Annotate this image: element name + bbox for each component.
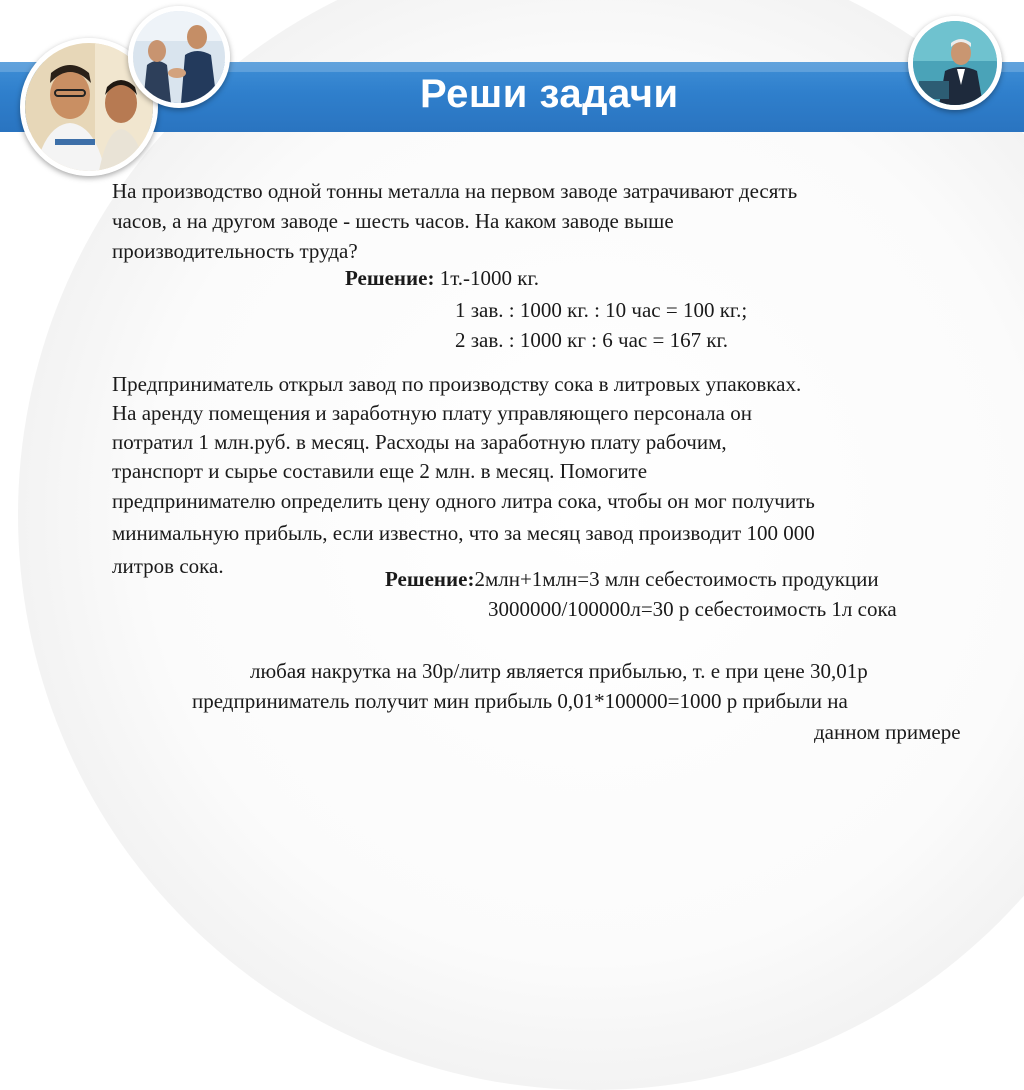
task1-solution-line-2: 1 зав. : 1000 кг. : 10 час = 100 кг.; bbox=[455, 298, 748, 322]
task1-solution-label: Решение: bbox=[345, 266, 435, 290]
task1-line-3: производительность труда? bbox=[112, 239, 358, 263]
task2-solution-line-1: 2млн+1млн=3 млн себестоимость продукции bbox=[474, 567, 879, 591]
task1-line-2: часов, а на другом заводе - шесть часов. На каком заводе выше bbox=[112, 209, 674, 233]
task1-solution-line-3: 2 зав. : 1000 кг : 6 час = 167 кг. bbox=[455, 328, 729, 352]
task2-solution-label: Решение: bbox=[385, 567, 475, 591]
task1-line-1: На производство одной тонны металла на первом заводе затрачивают десять bbox=[112, 179, 798, 203]
task2-line-6: минимальную прибыль, если известно, что за месяц завод производит 100 000 bbox=[112, 521, 815, 545]
task2-line-4: транспорт и сырье составили еще 2 млн. в месяц. Помогите bbox=[112, 459, 648, 483]
slide-title: Реши задачи bbox=[420, 72, 679, 116]
handshake-photo bbox=[128, 6, 230, 108]
task2-conclusion-line-1: любая накрутка на 30р/литр является прибылью, т. е при цене 30,01р bbox=[250, 659, 868, 683]
task2-line-3: потратил 1 млн.руб. в месяц. Расходы на заработную плату рабочим, bbox=[112, 430, 727, 454]
task2-line-7: литров сока. bbox=[112, 554, 224, 578]
businessman-photo bbox=[908, 16, 1002, 110]
task2-solution bbox=[385, 565, 879, 593]
task2-line-1: Предприниматель открыл завод по производству сока в литровых упаковках. bbox=[112, 372, 802, 396]
task2-line-5: предпринимателю определить цену одного литра сока, чтобы он мог получить bbox=[112, 489, 815, 513]
task1-solution-line-1: 1т.-1000 кг. bbox=[434, 266, 539, 290]
task2-solution-line-2: 3000000/100000л=30 р себестоимость 1л сока bbox=[488, 597, 897, 621]
task1-solution bbox=[345, 264, 539, 292]
task2-line-2: На аренду помещения и заработную плату управляющего персонала он bbox=[112, 401, 752, 425]
task2-conclusion-line-2: предприниматель получит мин прибыль 0,01*100000=1000 р прибыли на bbox=[192, 689, 848, 713]
task2-conclusion-line-3: данном примере bbox=[814, 720, 961, 744]
